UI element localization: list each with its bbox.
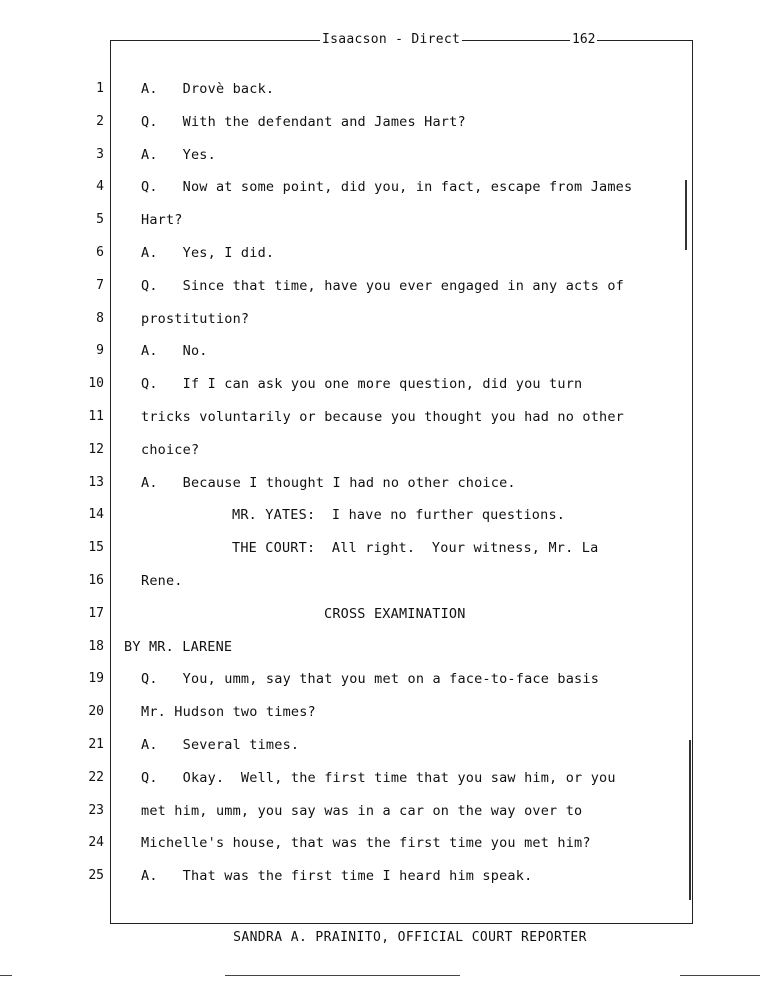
transcript-line: [0, 601, 760, 634]
line-text: Michelle's house, that was the first time you met him?: [141, 835, 591, 852]
line-text: Q. You, umm, say that you met on a face-to-face basis: [141, 671, 600, 688]
line-number: 25: [88, 868, 104, 884]
line-number: 20: [88, 704, 104, 720]
line-number: 8: [96, 310, 104, 326]
line-number: 14: [88, 507, 104, 523]
line-number: 4: [96, 179, 104, 195]
transcript-line: [0, 207, 760, 240]
transcript-line: [0, 470, 760, 503]
transcript-line: [0, 830, 760, 863]
transcript-line: [0, 634, 760, 667]
line-number: 21: [88, 736, 104, 752]
line-number: 18: [88, 638, 104, 654]
line-number: 10: [88, 376, 104, 392]
line-text: THE COURT: All right. Your witness, Mr. La: [232, 540, 599, 557]
transcript-line: [0, 174, 760, 207]
transcript-line: [0, 76, 760, 109]
transcript-line: [0, 699, 760, 732]
line-number: 9: [96, 343, 104, 359]
line-text: Q. Now at some point, did you, in fact, escape from James: [141, 179, 633, 196]
line-text: A. That was the first time I heard him speak.: [141, 868, 533, 885]
line-number: 23: [88, 802, 104, 818]
line-text: Rene.: [141, 572, 183, 589]
line-number: 11: [88, 408, 104, 424]
transcript-line: [0, 502, 760, 535]
line-text: A. Because I thought I had no other choice.: [141, 474, 516, 491]
line-text: A. Yes.: [141, 146, 216, 163]
line-text: Q. If I can ask you one more question, did you turn: [141, 376, 583, 393]
line-text: Mr. Hudson two times?: [141, 704, 316, 721]
transcript-line: [0, 142, 760, 175]
transcript-line: [0, 404, 760, 437]
transcript-line: [0, 306, 760, 339]
bottom-rule-left: [0, 975, 12, 976]
transcript-line: [0, 535, 760, 568]
page-header: [0, 30, 760, 50]
transcript-line: [0, 371, 760, 404]
line-number: 22: [88, 769, 104, 785]
right-margin-mark-top: [685, 180, 687, 250]
line-text: Hart?: [141, 212, 183, 229]
header-page-number: 162: [572, 32, 596, 47]
line-number: 12: [88, 441, 104, 457]
line-text: A. Drovè back.: [141, 81, 275, 97]
transcript-line: [0, 437, 760, 470]
line-number: 2: [96, 113, 104, 129]
line-text: BY MR. LARENE: [124, 638, 233, 655]
line-text: prostitution?: [141, 310, 250, 327]
line-number: 7: [96, 277, 104, 293]
line-text: A. Yes, I did.: [141, 244, 275, 261]
line-text: Q. Okay. Well, the first time that you saw him, or you: [141, 769, 616, 786]
line-text: A. Several times.: [141, 736, 300, 753]
header-title: Isaacson - Direct: [322, 32, 461, 47]
line-number: 1: [96, 81, 104, 96]
line-number: 17: [88, 605, 104, 621]
line-text: choice?: [141, 441, 200, 458]
line-number: 3: [96, 146, 104, 162]
right-margin-mark-bottom: [689, 740, 691, 900]
transcript-line: [0, 666, 760, 699]
bottom-rule-right: [680, 975, 760, 976]
line-text: met him, umm, you say was in a car on the way over to: [141, 802, 583, 819]
transcript-body: [0, 76, 760, 896]
line-text: Q. With the defendant and James Hart?: [141, 113, 466, 130]
line-number: 13: [88, 474, 104, 490]
reporter-credit: SANDRA A. PRAINITO, OFFICIAL COURT REPORTER: [233, 930, 587, 945]
transcript-line: [0, 732, 760, 765]
bottom-rule-center: [225, 975, 460, 976]
line-number: 19: [88, 671, 104, 687]
transcript-line: [0, 863, 760, 896]
line-number: 16: [88, 572, 104, 588]
line-number: 24: [88, 835, 104, 851]
transcript-line: [0, 273, 760, 306]
transcript-line: [0, 798, 760, 831]
transcript-line: [0, 568, 760, 601]
transcript-line: [0, 765, 760, 798]
transcript-line: [0, 338, 760, 371]
page-footer: [0, 930, 760, 945]
line-text: Q. Since that time, have you ever engaged in any acts of: [141, 277, 625, 294]
line-text: tricks voluntarily or because you thought you had no other: [141, 408, 625, 425]
line-number: 6: [96, 244, 104, 260]
line-number: 5: [96, 212, 104, 228]
line-text: A. No.: [141, 343, 208, 360]
line-number: 15: [88, 540, 104, 556]
line-text: MR. YATES: I have no further questions.: [232, 507, 566, 524]
line-text: CROSS EXAMINATION: [324, 605, 466, 622]
transcript-line: [0, 109, 760, 142]
transcript-line: [0, 240, 760, 273]
